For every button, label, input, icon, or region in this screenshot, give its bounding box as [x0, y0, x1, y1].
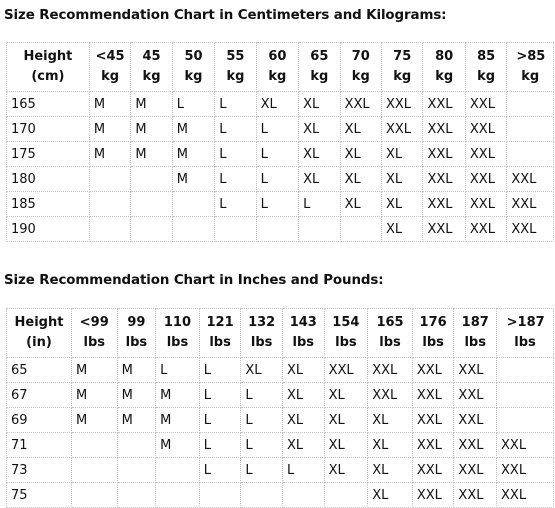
- size-cell: M: [172, 117, 214, 142]
- header-unit: kg: [142, 69, 161, 84]
- size-cell: XXL: [465, 92, 506, 117]
- weight-column-header: [71, 309, 117, 358]
- size-cell: [497, 383, 554, 408]
- table-row: [7, 192, 554, 217]
- size-cell: L: [256, 167, 298, 192]
- size-cell: XL: [324, 433, 368, 458]
- size-cell: [215, 217, 256, 242]
- size-cell: XXL: [368, 358, 413, 383]
- size-cell: XXL: [412, 408, 454, 433]
- table-row: [7, 433, 554, 458]
- size-cell: [117, 483, 156, 508]
- size-cell: XL: [282, 383, 324, 408]
- size-cell: XXL: [497, 483, 554, 508]
- size-cell: XL: [299, 117, 340, 142]
- weight-column-header: [256, 43, 298, 92]
- weight-column-header: [89, 43, 130, 92]
- size-cell: [131, 192, 172, 217]
- size-cell: XXL: [454, 383, 497, 408]
- header-value: 55: [226, 49, 245, 64]
- header-value: 70: [351, 49, 370, 64]
- size-cell: L: [241, 408, 283, 433]
- header-unit: lbs: [335, 335, 357, 350]
- header-unit: kg: [435, 69, 454, 84]
- size-cell: M: [89, 117, 130, 142]
- table-row: [7, 483, 554, 508]
- weight-column-header: [412, 309, 454, 358]
- height-cell: 175: [7, 142, 90, 167]
- header-value: Height: [14, 315, 64, 330]
- size-cell: XL: [282, 433, 324, 458]
- size-cell: M: [71, 408, 117, 433]
- header-value: 80: [435, 49, 454, 64]
- table-row: [7, 167, 554, 192]
- height-column-header: [7, 43, 90, 92]
- size-cell: XL: [382, 192, 423, 217]
- size-cell: [156, 483, 200, 508]
- size-cell: XXL: [423, 142, 465, 167]
- header-unit: kg: [351, 69, 370, 84]
- header-unit: lbs: [464, 335, 486, 350]
- weight-column-header: [324, 309, 368, 358]
- size-cell: XL: [368, 408, 413, 433]
- size-cell: XXL: [412, 433, 454, 458]
- height-cell: 65: [7, 358, 72, 383]
- size-cell: L: [215, 142, 256, 167]
- header-value: 60: [268, 49, 287, 64]
- size-cell: XXL: [382, 92, 423, 117]
- size-cell: [256, 217, 298, 242]
- header-value: 65: [310, 49, 329, 64]
- size-cell: M: [156, 383, 200, 408]
- size-cell: XL: [340, 192, 381, 217]
- table-row: [7, 408, 554, 433]
- size-cell: M: [172, 142, 214, 167]
- weight-column-header: [282, 309, 324, 358]
- weight-column-header: [465, 43, 506, 92]
- size-cell: [507, 92, 554, 117]
- size-cell: XXL: [507, 167, 554, 192]
- header-value: 176: [419, 315, 447, 330]
- header-unit: lbs: [83, 335, 106, 350]
- size-cell: L: [299, 192, 340, 217]
- size-cell: [340, 217, 381, 242]
- header-unit: kg: [310, 69, 329, 84]
- weight-column-header: [497, 309, 554, 358]
- header-value: Height: [23, 49, 73, 64]
- imperial-header-row: [7, 309, 554, 358]
- header-unit: kg: [184, 69, 203, 84]
- weight-column-header: [423, 43, 465, 92]
- size-cell: [131, 167, 172, 192]
- size-cell: XXL: [507, 192, 554, 217]
- size-cell: XL: [382, 167, 423, 192]
- header-unit: lbs: [292, 335, 315, 350]
- size-cell: L: [256, 117, 298, 142]
- header-value: 154: [332, 315, 360, 330]
- weight-column-header: [382, 43, 423, 92]
- header-unit: lbs: [166, 335, 189, 350]
- size-cell: M: [172, 167, 214, 192]
- weight-column-header: [241, 309, 283, 358]
- table-row: [7, 92, 554, 117]
- header-unit: lbs: [514, 335, 536, 350]
- size-cell: [117, 458, 156, 483]
- size-cell: L: [215, 192, 256, 217]
- header-value: 99: [127, 315, 146, 330]
- size-cell: [172, 217, 214, 242]
- weight-column-header: [199, 309, 241, 358]
- height-cell: 185: [7, 192, 90, 217]
- weight-column-header: [340, 43, 381, 92]
- table-row: [7, 383, 554, 408]
- header-unit: (in): [26, 335, 52, 350]
- table-row: [7, 217, 554, 242]
- metric-header-row: [7, 43, 554, 92]
- header-value: 165: [376, 315, 404, 330]
- height-cell: 170: [7, 117, 90, 142]
- size-cell: [71, 433, 117, 458]
- header-value: 85: [477, 49, 496, 64]
- size-cell: [71, 483, 117, 508]
- height-cell: 71: [7, 433, 72, 458]
- size-cell: XL: [324, 408, 368, 433]
- imperial-chart-title: Size Recommendation Chart in Inches and Pounds:: [4, 273, 384, 288]
- size-cell: [89, 167, 130, 192]
- size-cell: [89, 217, 130, 242]
- size-cell: L: [172, 92, 214, 117]
- size-cell: XXL: [368, 383, 413, 408]
- size-cell: XL: [324, 383, 368, 408]
- size-cell: XXL: [412, 483, 454, 508]
- size-cell: [199, 483, 241, 508]
- size-cell: XL: [382, 217, 423, 242]
- height-cell: 75: [7, 483, 72, 508]
- size-cell: [324, 483, 368, 508]
- size-cell: [507, 117, 554, 142]
- header-unit: lbs: [379, 335, 401, 350]
- size-cell: XXL: [423, 167, 465, 192]
- size-cell: L: [156, 358, 200, 383]
- size-cell: M: [117, 383, 156, 408]
- weight-column-header: [368, 309, 413, 358]
- weight-column-header: [156, 309, 200, 358]
- size-cell: XXL: [465, 192, 506, 217]
- size-cell: M: [131, 117, 172, 142]
- size-cell: XL: [299, 92, 340, 117]
- size-cell: XL: [299, 142, 340, 167]
- size-cell: [241, 483, 283, 508]
- size-cell: L: [241, 458, 283, 483]
- weight-column-header: [131, 43, 172, 92]
- weight-column-header: [299, 43, 340, 92]
- size-cell: L: [215, 117, 256, 142]
- table-row: [7, 142, 554, 167]
- size-cell: [507, 142, 554, 167]
- table-row: [7, 117, 554, 142]
- size-cell: [172, 192, 214, 217]
- imperial-size-table: [6, 308, 554, 508]
- size-cell: XXL: [324, 358, 368, 383]
- header-unit: kg: [101, 69, 120, 84]
- size-cell: XL: [368, 458, 413, 483]
- header-unit: kg: [268, 69, 287, 84]
- height-cell: 67: [7, 383, 72, 408]
- size-cell: M: [71, 358, 117, 383]
- size-cell: L: [199, 408, 241, 433]
- size-cell: [71, 458, 117, 483]
- size-cell: XXL: [465, 167, 506, 192]
- size-cell: XL: [324, 458, 368, 483]
- size-cell: XXL: [454, 483, 497, 508]
- size-cell: XL: [241, 358, 283, 383]
- metric-size-table: [6, 42, 554, 242]
- header-value: >85: [515, 49, 546, 64]
- size-cell: XXL: [412, 383, 454, 408]
- size-cell: XL: [368, 483, 413, 508]
- size-cell: M: [89, 92, 130, 117]
- height-column-header: [7, 309, 72, 358]
- header-unit: (cm): [31, 69, 65, 84]
- size-cell: M: [131, 92, 172, 117]
- size-cell: M: [156, 433, 200, 458]
- height-cell: 165: [7, 92, 90, 117]
- size-cell: XL: [368, 433, 413, 458]
- size-cell: L: [282, 458, 324, 483]
- metric-chart-title: Size Recommendation Chart in Centimeters and Kilograms:: [4, 8, 447, 23]
- size-cell: XXL: [454, 458, 497, 483]
- size-cell: L: [241, 433, 283, 458]
- weight-column-header: [117, 309, 156, 358]
- table-row: [7, 458, 554, 483]
- weight-column-header: [172, 43, 214, 92]
- size-cell: [117, 433, 156, 458]
- header-value: <45: [95, 49, 125, 64]
- height-cell: 180: [7, 167, 90, 192]
- header-unit: kg: [393, 69, 412, 84]
- size-cell: M: [156, 408, 200, 433]
- header-value: 143: [289, 315, 317, 330]
- size-cell: XXL: [412, 458, 454, 483]
- header-unit: lbs: [209, 335, 231, 350]
- size-cell: XXL: [423, 92, 465, 117]
- size-cell: XL: [382, 142, 423, 167]
- height-cell: 69: [7, 408, 72, 433]
- header-value: 75: [393, 49, 412, 64]
- size-cell: XXL: [497, 458, 554, 483]
- size-cell: XXL: [454, 358, 497, 383]
- header-unit: kg: [226, 69, 245, 84]
- size-cell: XXL: [382, 117, 423, 142]
- size-cell: M: [131, 142, 172, 167]
- size-cell: L: [199, 433, 241, 458]
- header-value: 45: [142, 49, 161, 64]
- size-cell: XXL: [423, 217, 465, 242]
- size-cell: XXL: [507, 217, 554, 242]
- header-unit: kg: [477, 69, 496, 84]
- size-cell: M: [117, 358, 156, 383]
- height-cell: 73: [7, 458, 72, 483]
- size-cell: L: [199, 458, 241, 483]
- size-cell: L: [256, 192, 298, 217]
- size-cell: XL: [299, 167, 340, 192]
- size-cell: M: [89, 142, 130, 167]
- size-cell: XL: [282, 408, 324, 433]
- size-cell: XL: [256, 92, 298, 117]
- size-cell: L: [256, 142, 298, 167]
- header-value: 110: [163, 315, 192, 330]
- table-row: [7, 358, 554, 383]
- size-cell: XXL: [423, 117, 465, 142]
- size-cell: L: [241, 383, 283, 408]
- weight-column-header: [507, 43, 554, 92]
- header-value: 132: [248, 315, 276, 330]
- header-unit: lbs: [250, 335, 273, 350]
- size-cell: XL: [282, 358, 324, 383]
- size-cell: M: [117, 408, 156, 433]
- weight-column-header: [454, 309, 497, 358]
- size-cell: XL: [340, 167, 381, 192]
- size-cell: L: [199, 383, 241, 408]
- size-cell: [89, 192, 130, 217]
- header-unit: lbs: [422, 335, 444, 350]
- size-cell: [497, 358, 554, 383]
- size-cell: L: [215, 92, 256, 117]
- size-cell: L: [215, 167, 256, 192]
- header-value: 121: [206, 315, 234, 330]
- weight-column-header: [215, 43, 256, 92]
- size-cell: XXL: [412, 358, 454, 383]
- header-unit: kg: [521, 69, 540, 84]
- size-cell: XXL: [423, 192, 465, 217]
- height-cell: 190: [7, 217, 90, 242]
- header-value: >187: [505, 315, 545, 330]
- size-cell: XL: [340, 142, 381, 167]
- size-cell: XXL: [340, 92, 381, 117]
- size-cell: [156, 458, 200, 483]
- size-cell: XXL: [454, 408, 497, 433]
- size-cell: XXL: [465, 217, 506, 242]
- header-value: 187: [461, 315, 489, 330]
- size-cell: XXL: [454, 433, 497, 458]
- size-cell: [299, 217, 340, 242]
- size-cell: XXL: [465, 117, 506, 142]
- size-cell: M: [71, 383, 117, 408]
- header-value: 50: [184, 49, 203, 64]
- size-cell: XXL: [497, 433, 554, 458]
- size-cell: [131, 217, 172, 242]
- size-cell: XL: [340, 117, 381, 142]
- size-cell: XXL: [465, 142, 506, 167]
- size-cell: L: [199, 358, 241, 383]
- header-value: <99: [79, 315, 109, 330]
- size-cell: [282, 483, 324, 508]
- header-unit: lbs: [125, 335, 148, 350]
- size-cell: [497, 408, 554, 433]
